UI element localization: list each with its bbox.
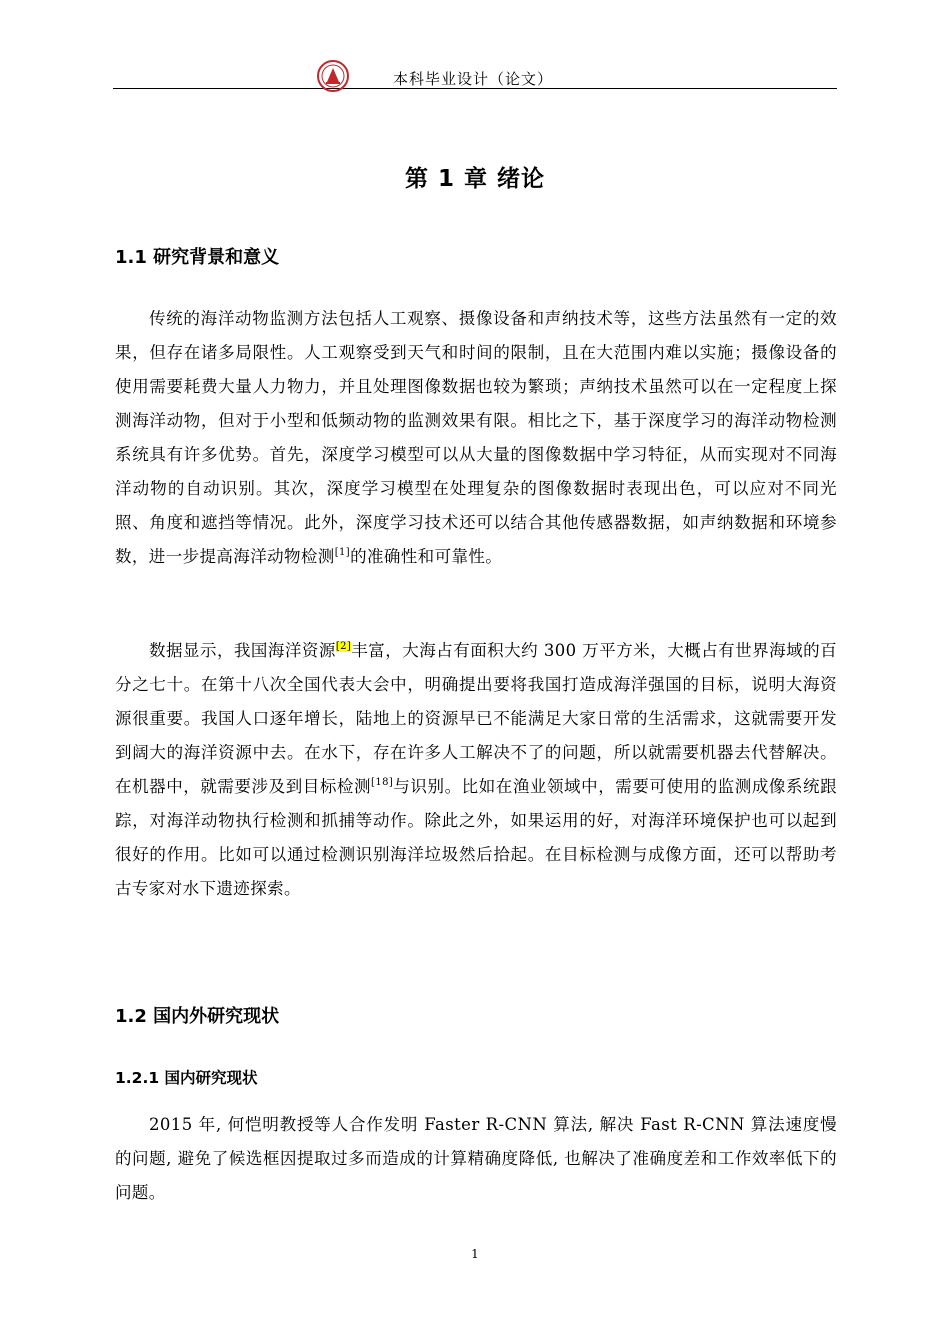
paragraph-text: 与识别。比如在渔业领域中，需要可使用的监测成像系统跟踪，对海洋动物执行检测和抓捕等动作。除此之外，如果运用的好，对海洋环境保护也可以起到很好的作用。比如可以通过检测识别海洋垃圾然后拾起。在目标检测与成像方面，还可以帮助考古专家对水下遗迹探索。 (115, 777, 837, 898)
paragraph-domestic-research: 2015 年, 何恺明教授等人合作发明 Faster R-CNN 算法, 解决 Fast R-CNN 算法速度慢的问题, 避免了候选框因提取过多而造成的计算精确度降低, 也解决了准确度差和工作效率低下的问题。 (115, 1115, 837, 1202)
citation-1: [1] (334, 547, 351, 558)
paragraph-text: 数据显示，我国海洋资源 (149, 641, 336, 660)
paragraph-text: 传统的海洋动物监测方法包括人工观察、摄像设备和声纳技术等，这些方法虽然有一定的效果，但存在诸多局限性。人工观察受到天气和时间的限制，且在大范围内难以实施；摄像设备的使用需要耗费大量人力物力，并且处理图像数据也较为繁琐；声纳技术虽然可以在一定程度上探测海洋动物，但对于小型和低频动物的监测效果有限。相比之下，基于深度学习的海洋动物检测系统具有许多优势。首先，深度学习模型可以从大量的图像数据中学习特征，从而实现对不同海洋动物的自动识别。其次，深度学习模型在处理复杂的图像数据时表现出色，可以应对不同光照、角度和遮挡等情况。此外，深度学习技术还可以结合其他传感器数据，如声纳数据和环境参数，进一步提高海洋动物检测 (115, 309, 837, 566)
citation-18: [18] (371, 777, 394, 788)
page-header (113, 58, 837, 89)
page-number: 1 (471, 1247, 479, 1261)
university-seal-icon (317, 60, 349, 92)
paragraph-background (115, 302, 837, 574)
paragraph-text: 丰富，大海占有面积大约 300 万平方米，大概占有世界海域的百分之七十。在第十八次全国代表大会中，明确提出要将我国打造成海洋强国的目标，说明大海资源很重要。我国人口逐年增长，陆地上的资源早已不能满足大家日常的生活需求，这就需要开发到阔大的海洋资源中去。在水下，存在许多人工解决不了的问题，所以就需要机器去代替解决。在机器中，就需要涉及到目标检测 (115, 641, 837, 796)
section-heading-1-2: 1.2 国内外研究现状 (115, 1006, 280, 1027)
subsection-heading-1-2-1: 1.2.1 国内研究现状 (115, 1069, 258, 1087)
citation-2-highlighted: [2] (335, 641, 352, 652)
header-title: 本科毕业设计（论文） (393, 70, 554, 88)
paragraph-ocean-resources (115, 634, 837, 906)
paragraph-text: 的准确性和可靠性。 (350, 547, 503, 566)
chapter-title: 第 1 章 绪论 (404, 166, 546, 192)
section-heading-1-1: 1.1 研究背景和意义 (115, 247, 280, 268)
